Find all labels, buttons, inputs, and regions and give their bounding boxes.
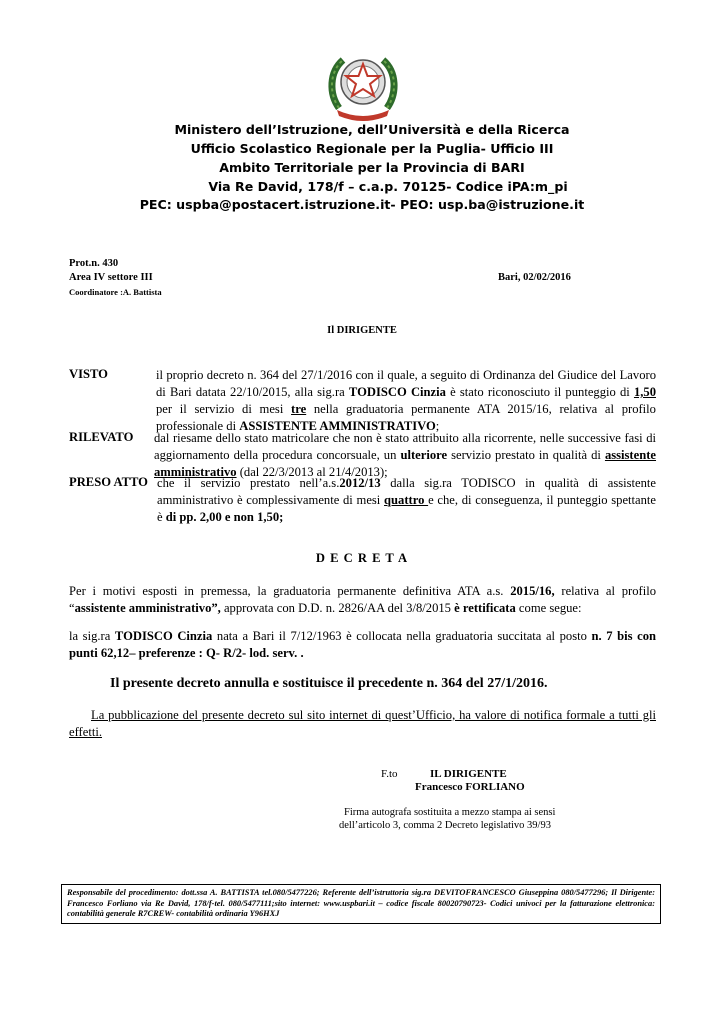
visto-name: TODISCO Cinzia (348, 385, 446, 399)
visto-text-4: nella graduatoria permanente ATA 2015/16, relativa al profilo professionale di (156, 402, 656, 433)
signature-fto: F.to (381, 768, 398, 780)
rilevato-text-3: (dal 22/3/2013 al 21/4/2013); (236, 465, 388, 479)
preso-atto-score: di pp. 2,00 e non 1,50; (165, 510, 284, 524)
signature-name: Francesco FORLIANO (415, 781, 525, 793)
preso-atto-text-2: dalla sig.ra TODISCO in qualità di assistente amministrativo è complessivamente di mesi (157, 476, 656, 507)
rilevato-paragraph (154, 430, 656, 481)
decision1-text-4: come segue: (515, 601, 582, 615)
decision1-text-2: relativa al profilo “ (69, 584, 656, 615)
area-sector: Area IV settore III (69, 272, 153, 283)
signature-note-2: dell’articolo 3, comma 2 Decreto legislativo 39/93 (339, 820, 551, 831)
rilevato-ulteriore: ulteriore (400, 448, 448, 462)
header-email: PEC: uspba@postacert.istruzione.it- PEO: usp.ba@istruzione.it (139, 197, 585, 212)
header-ambito: Ambito Territoriale per la Provincia di BARI (219, 160, 525, 175)
visto-text-2: è stato riconosciuto il punteggio di (445, 385, 634, 399)
pubblicazione-paragraph (69, 707, 656, 741)
preso-atto-months: quattro (384, 493, 429, 507)
visto-text-5: ; (435, 419, 440, 433)
annulla-statement: Il presente decreto annulla e sostituisce il precedente n. 364 del 27/1/2016. (110, 676, 548, 691)
place-date: Bari, 02/02/2016 (498, 272, 571, 283)
rilevato-profile: assistente amministrativo (154, 448, 657, 479)
visto-text-3: per il servizio di mesi (156, 402, 292, 416)
decision1-year: 2015/16, (510, 584, 555, 598)
decision-paragraph-1 (69, 583, 656, 617)
decision1-rettificata: è rettificata (454, 601, 516, 615)
footer-text: Responsabile del procedimento: dott.ssa A. BATTISTA tel.080/5477226; Referente dell’istruttoria sig.ra DEVITOFRANCESCO Giuseppina 080/5477296; Il Dirigente: Francesco Forliano via Re David, 178/f-tel. 080/5477111;sito internet: www.uspbari.it – codice fiscale 80020790723- Codici univoci per la fatturazione elettronica: contabilità generale R7CREW- contabilità ordinaria Y96HXJ (67, 888, 655, 919)
visto-score: 1,50 (633, 385, 656, 399)
visto-paragraph (156, 367, 656, 435)
protocol-number: Prot.n. 430 (69, 258, 119, 269)
pubblicazione-text: La pubblicazione del presente decreto sul sito internet di quest’Ufficio, ha valore di notifica formale a tutti gli effetti. (69, 708, 656, 739)
decision-paragraph-2 (69, 628, 656, 662)
document-title: Il DIRIGENTE (327, 325, 397, 336)
decision1-text-1: Per i motivi esposti in premessa, la graduatoria permanente definitiva ATA a.s. (69, 584, 511, 598)
preso-atto-text-1: che il servizio prestato nell’a.s. (157, 476, 340, 490)
visto-label: VISTO (69, 367, 108, 381)
decision2-text-1: la sig.ra (69, 629, 115, 643)
decision1-profile: assistente amministrativo”, (74, 601, 221, 615)
decreta-heading: D E C R E T A (315, 551, 409, 565)
footer-box (61, 884, 661, 924)
preso-atto-label: PRESO ATTO (69, 475, 148, 489)
decision2-name: TODISCO Cinzia (114, 629, 213, 643)
coordinator: Coordinatore :A. Battista (69, 287, 162, 297)
decision1-text-3: approvata con D.D. n. 2826/AA del 3/8/2015 (220, 601, 455, 615)
preso-atto-paragraph (157, 475, 656, 526)
header-office: Ufficio Scolastico Regionale per la Puglia- Ufficio III (190, 141, 554, 156)
signature-role: IL DIRIGENTE (430, 768, 507, 780)
signature-note-1: Firma autografa sostituita a mezzo stampa ai sensi (344, 807, 556, 818)
rilevato-text-2: servizio prestato in qualità di (447, 448, 605, 462)
preso-atto-text-3: e che, di conseguenza, il punteggio spettante è (157, 493, 657, 524)
italian-republic-emblem (325, 50, 401, 122)
header-ministry: Ministero dell’Istruzione, dell’Università e della Ricerca (174, 122, 570, 137)
rilevato-text-1: dal riesame dello stato matricolare che non è stato attribuito alla ricorrente, nelle successive fasi di aggiornamento della procedura concorsuale, un (154, 431, 656, 462)
header-address: Via Re David, 178/f – c.a.p. 70125- Codice iPA:m_pi (208, 179, 568, 194)
decision2-position: n. 7 bis con punti 62,12– preferenze : Q- R/2- lod. serv. . (69, 629, 657, 660)
preso-atto-year: 2012/13 (339, 476, 381, 490)
visto-text-1: il proprio decreto n. 364 del 27/1/2016 con il quale, a seguito di Ordinanza del Giudice del Lavoro di Bari datata 22/10/2015, alla sig.ra (156, 368, 656, 399)
visto-months: tre (291, 402, 307, 416)
decision2-text-2: nata a Bari il 7/12/1963 è collocata nella graduatoria succitata al posto (212, 629, 592, 643)
rilevato-label: RILEVATO (69, 430, 134, 444)
visto-profile: ASSISTENTE AMMINISTRATIVO (239, 419, 436, 433)
